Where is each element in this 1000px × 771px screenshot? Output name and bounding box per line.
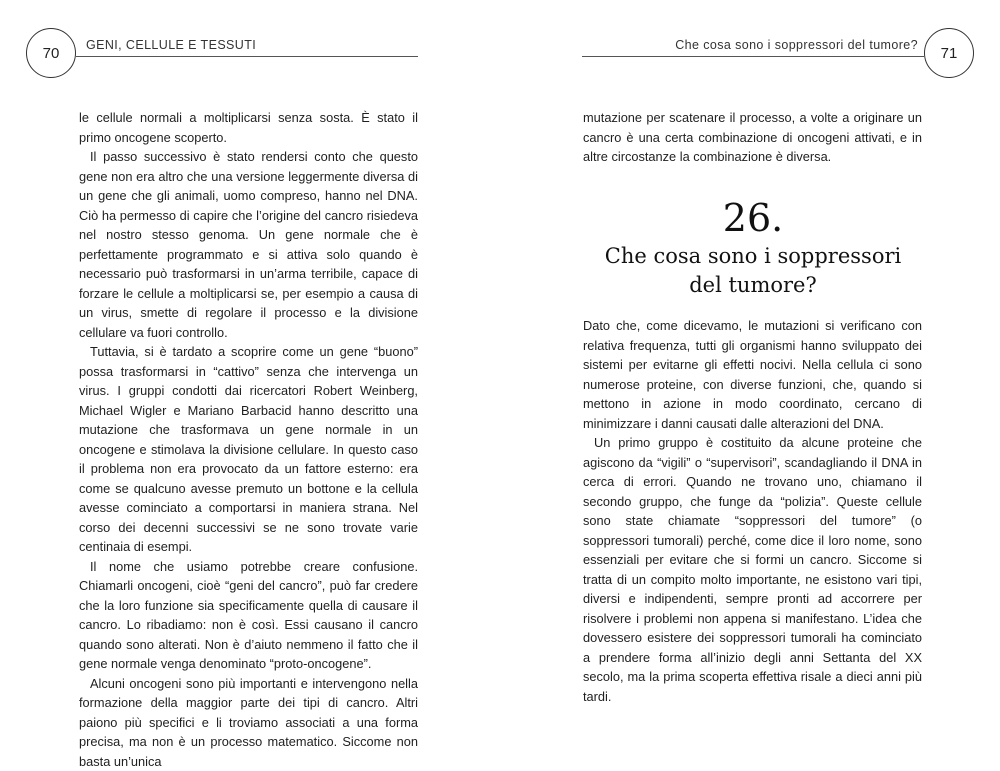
paragraph: le cellule normali a moltiplicarsi senza sosta. È stato il primo oncogene scoperto. — [79, 108, 418, 147]
body-text-column-bottom — [583, 316, 922, 706]
page-number: 70 — [43, 45, 60, 62]
chapter-title-line: del tumore? — [582, 271, 924, 300]
page-number-circle — [26, 28, 76, 78]
chapter-number: 26. — [582, 196, 924, 240]
chapter-title-line: Che cosa sono i soppressori — [582, 242, 924, 271]
page-number-circle — [924, 28, 974, 78]
paragraph: Dato che, come dicevamo, le mutazioni si verificano con relativa frequenza, tutti gli organismi hanno sviluppato dei sistemi per evitarne gli effetti nocivi. Nella cellula ci sono numerose proteine, con diverse funzioni, che, quando si mettono in azione in modo coordinato, cercano di minimizzare i danni causati dalle alterazioni del DNA. — [583, 316, 922, 433]
running-header: GENI, CELLULE E TESSUTI — [86, 38, 256, 52]
chapter-title — [582, 242, 924, 300]
right-page — [500, 0, 1000, 672]
paragraph: Il passo successivo è stato rendersi conto che questo gene non era altro che una versione leggermente diversa di un gene che gli animali, uomo compreso, hanno nel DNA. Ciò ha permesso di capire che l’origine del cancro risiedeva nel nostro stesso genoma. Un gene normale che è perfettamente programmato e si attiva solo quando è necessario può trasformarsi in un’arma terribile, capace di forzare le cellule a moltiplicarsi se, per esempio a causa di un virus, smette di regolare il processo e la divisione cellulare va fuori controllo. — [79, 147, 418, 342]
paragraph: Alcuni oncogeni sono più importanti e intervengono nella formazione della maggior parte dei tipi di cancro. Altri paiono più specifici e li troviamo associati a una forma precisa, ma non è un processo matematico. Siccome non basta un’unica — [79, 674, 418, 771]
header-rule — [76, 56, 418, 57]
paragraph: Il nome che usiamo potrebbe creare confusione. Chiamarli oncogeni, cioè “geni del cancro”, può far credere che la loro funzione sia specificamente quella di causare il cancro. Lo ribadiamo: non è così. Essi causano il cancro quando sono alterati. Non è d’aiuto nemmeno il fatto che il gene normale venga denominato “proto-oncogene”. — [79, 557, 418, 674]
header-rule — [582, 56, 924, 57]
paragraph: Tuttavia, si è tardato a scoprire come un gene “buono” possa trasformarsi in “cattivo” senza che intervenga un virus. I gruppi condotti dai ricercatori Robert Weinberg, Michael Wigler e Mariano Barbacid hanno descritto una mutazione che trasformava un gene normale in un oncogene e stimolava la divisione cellulare. In questo caso il problema non era provocato da un fattore esterno: era come se qualcuno avesse premuto un bottone e la cellula avesse cominciato a comportarsi in maniera strana. Nel corso dei decenni successivi se ne sono trovate varie centinaia di esempi. — [79, 342, 418, 557]
running-header: Che cosa sono i soppressori del tumore? — [675, 38, 918, 52]
page-number: 71 — [941, 45, 958, 62]
paragraph: Un primo gruppo è costituito da alcune proteine che agiscono da “vigili” o “supervisori”, scandagliando il DNA in cerca di errori. Quando ne trovano uno, chiamano il secondo gruppo, che funge da “polizia”. Queste cellule sono state chiamate “soppressori del tumore” (o soppressori tumorali) perché, come dice il loro nome, sono essenziali per evitare che si formi un cancro. Siccome si tratta di un compito molto importante, ne esistono vari tipi, diversi e indipendenti, sempre pronti ad accorrere per risolvere i problemi non appena si manifestano. L’idea che dovessero esistere dei soppressori tumorali ha cominciato a prendere forma all’inizio degli anni Settanta del XX secolo, ma la prima scoperta effettiva risale a dieci anni più tardi. — [583, 433, 922, 706]
paragraph: mutazione per scatenare il processo, a volte a originare un cancro è una certa combinazione di oncogeni attivati, e in altre circostanze la combinazione è diversa. — [583, 108, 922, 167]
body-text-column-top — [583, 108, 922, 167]
left-page — [0, 0, 500, 672]
